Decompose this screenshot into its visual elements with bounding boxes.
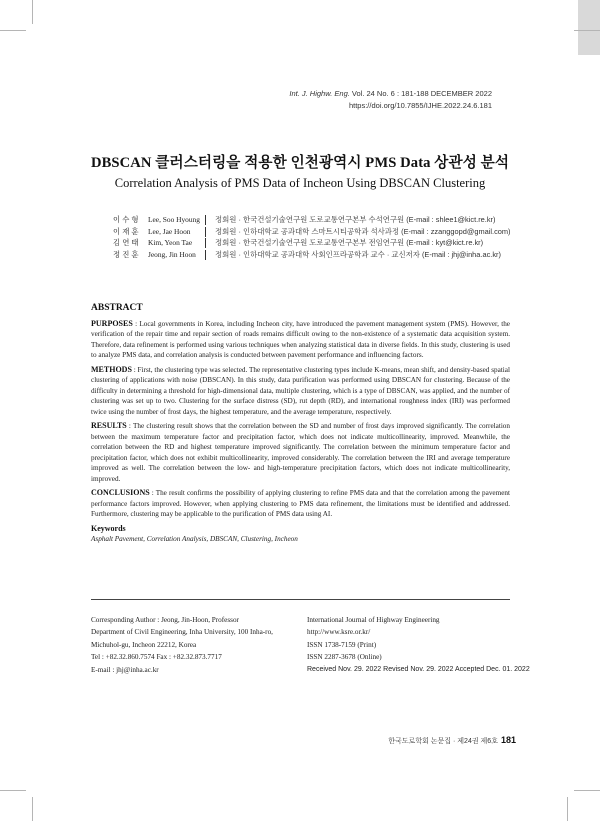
author-affiliation: 정회원 · 인하대학교 공과대학 사회인프라공학과 교수 · 교신저자 (E-mail : jhj@inha.ac.kr): [215, 249, 501, 259]
issn-print: ISSN 1738-7159 (Print): [307, 640, 377, 649]
author-affiliation: 정회원 · 한국건설기술연구원 도로교통연구본부 수석연구원 (E-mail : shlee1@kict.re.kr): [215, 215, 496, 224]
abstract-section: [91, 303, 510, 545]
page-number: 181: [500, 735, 516, 745]
journal-name: International Journal of Highway Engineering: [307, 616, 440, 624]
author-name-english: Jeong, Jin Hoon: [148, 249, 196, 259]
abstract-conclusions: [91, 488, 510, 520]
footer-journal: 한국도로학회 논문집 · 제24권 제6호: [388, 738, 498, 745]
publication-dates: Received Nov. 29. 2022 Revised Nov. 29. 2022 Accepted Dec. 01. 2022: [307, 665, 530, 673]
methods-text: : First, the clustering type was selected. The representative clustering types include K-means, mean shift, and density-based spatial clustering of applications with noise (DBSCAN). In this study, data purification was performed using DBSCAN for clustering. Because of the difficulty in determining a threshold for high-dimensional data, multiple clustering, which is a type of DBSCAN, was applied, and the number of clustering was set up to two. Clustering for the surface distress (SD), rut depth (RD), and international roughness index (IRI) was performed twice using the number of frost days, the highest temperature, and the average temperature, respectively.: [91, 365, 510, 416]
title-english: Correlation Analysis of PMS Data of Incheon Using DBSCAN Clustering: [114, 176, 486, 190]
author-divider: [205, 215, 215, 225]
author-divider: [205, 238, 215, 248]
author-name-korean: 이 재 훈: [113, 226, 139, 236]
volume-issue: Vol. 24 No. 6 : 181-188 DECEMBER 2022: [349, 89, 492, 98]
author-divider: [205, 250, 215, 260]
doi-link[interactable]: https://doi.org/10.7855/IJHE.2022.24.6.181: [348, 101, 492, 110]
keywords-list: Asphalt Pavement, Correlation Analysis, DBSCAN, Clustering, Incheon: [91, 535, 298, 543]
abstract-results: [91, 421, 510, 484]
purposes-label: PURPOSES: [91, 318, 133, 328]
author-name-english: Kim, Yeon Tae: [148, 238, 193, 248]
corner-tab: [578, 0, 600, 55]
page-footer: [388, 735, 516, 746]
purposes-text: : Local governments in Korea, including Incheon city, have introduced the pavement management system (PMS). However, the verification of the repair time and repair section of roads remains difficult owing to the non-existence of a systematic data acquisition system. Therefore, data refinement is performed using various techniques when analyzing statistical data in diverse fields. In this study, clustering is used to analyze PMS data, and correlation analysis is conducted between pavement performance and influencing factors.: [91, 319, 510, 359]
author-name-korean: 이 수 형: [113, 215, 139, 224]
corresponding-address: Michuhol-gu, Incheon 22212, Korea: [91, 640, 197, 649]
corresponding-email[interactable]: E-mail : jhj@inha.ac.kr: [91, 665, 159, 674]
crop-mark: [32, 797, 33, 821]
journal-header: [289, 88, 492, 112]
author-name-english: Lee, Soo Hyoung: [148, 215, 200, 224]
footnote-divider: [91, 599, 510, 600]
crop-mark: [567, 797, 568, 821]
results-label: RESULTS: [91, 421, 127, 430]
corresponding-author: Corresponding Author : Jeong, Jin-Hoon, Professor: [91, 616, 239, 624]
author-name-korean: 김 연 태: [113, 238, 139, 248]
results-text: : The clustering result shows that the correlation between the SD and number of frost days improved significantly. The correlation between the maximum temperature factor and precipitation factor, which does not indicate multicollinearity, improved. Meanwhile, the correlation between the RD and highest temperature improved significantly. The correlation between the minimum temperature factor and precipitation factor, which does not exhibit multicollinearity, improved considerably. The correlation between the IRI and average temperature improved as well. The correlation between the low- and high-temperature precipitation factors, which does not indicate multicollinearity, improved.: [91, 422, 510, 483]
crop-mark: [574, 30, 600, 31]
journal-info-block: [307, 614, 530, 676]
corresponding-department: Department of Civil Engineering, Inha University, 100 Inha-ro,: [91, 628, 273, 637]
author-row: [113, 226, 511, 238]
author-name-korean: 정 진 훈: [113, 249, 139, 259]
methods-label: METHODS: [91, 364, 132, 374]
crop-mark: [574, 790, 600, 791]
abstract-methods: [91, 365, 510, 418]
author-list: [113, 214, 511, 260]
journal-url[interactable]: http://www.ksre.or.kr/: [307, 628, 371, 637]
keywords-heading: Keywords: [91, 523, 126, 533]
crop-mark: [32, 0, 33, 24]
corresponding-author-block: [91, 614, 273, 676]
author-row: [113, 249, 511, 261]
abstract-purposes: [91, 319, 510, 361]
conclusions-text: : The result confirms the possibility of applying clustering to refine PMS data and that the correlation among the pavement performance factors improved. However, when applying clustering to PMS data refinement, the limitations must be identified and addressed. Furthermore, clustering may be applicable to the purification of PMS data using AI.: [91, 489, 510, 518]
crop-mark: [0, 790, 26, 791]
author-row: [113, 237, 511, 249]
abstract-heading: ABSTRACT: [91, 303, 143, 313]
issn-online: ISSN 2287-3678 (Online): [307, 653, 382, 662]
conclusions-label: CONCLUSIONS: [91, 488, 150, 497]
crop-mark: [0, 30, 26, 31]
journal-abbreviation: Int. J. Highw. Eng.: [289, 89, 350, 98]
author-name-english: Lee, Jae Hoon: [148, 226, 191, 236]
author-divider: [205, 227, 215, 237]
title-korean: DBSCAN 클러스터링을 적용한 인천광역시 PMS Data 상관성 분석: [90, 155, 510, 171]
corresponding-phone: Tel : +82.32.860.7574 Fax : +82.32.873.7717: [91, 653, 222, 662]
author-affiliation: 정회원 · 한국건설기술연구원 도로교통연구본부 전임연구원 (E-mail : kyt@kict.re.kr): [215, 238, 484, 248]
author-affiliation: 정회원 · 인하대학교 공과대학 스마트시티공학과 석사과정 (E-mail : zzanggopd@gmail.com): [215, 226, 511, 236]
author-row: [113, 214, 511, 226]
